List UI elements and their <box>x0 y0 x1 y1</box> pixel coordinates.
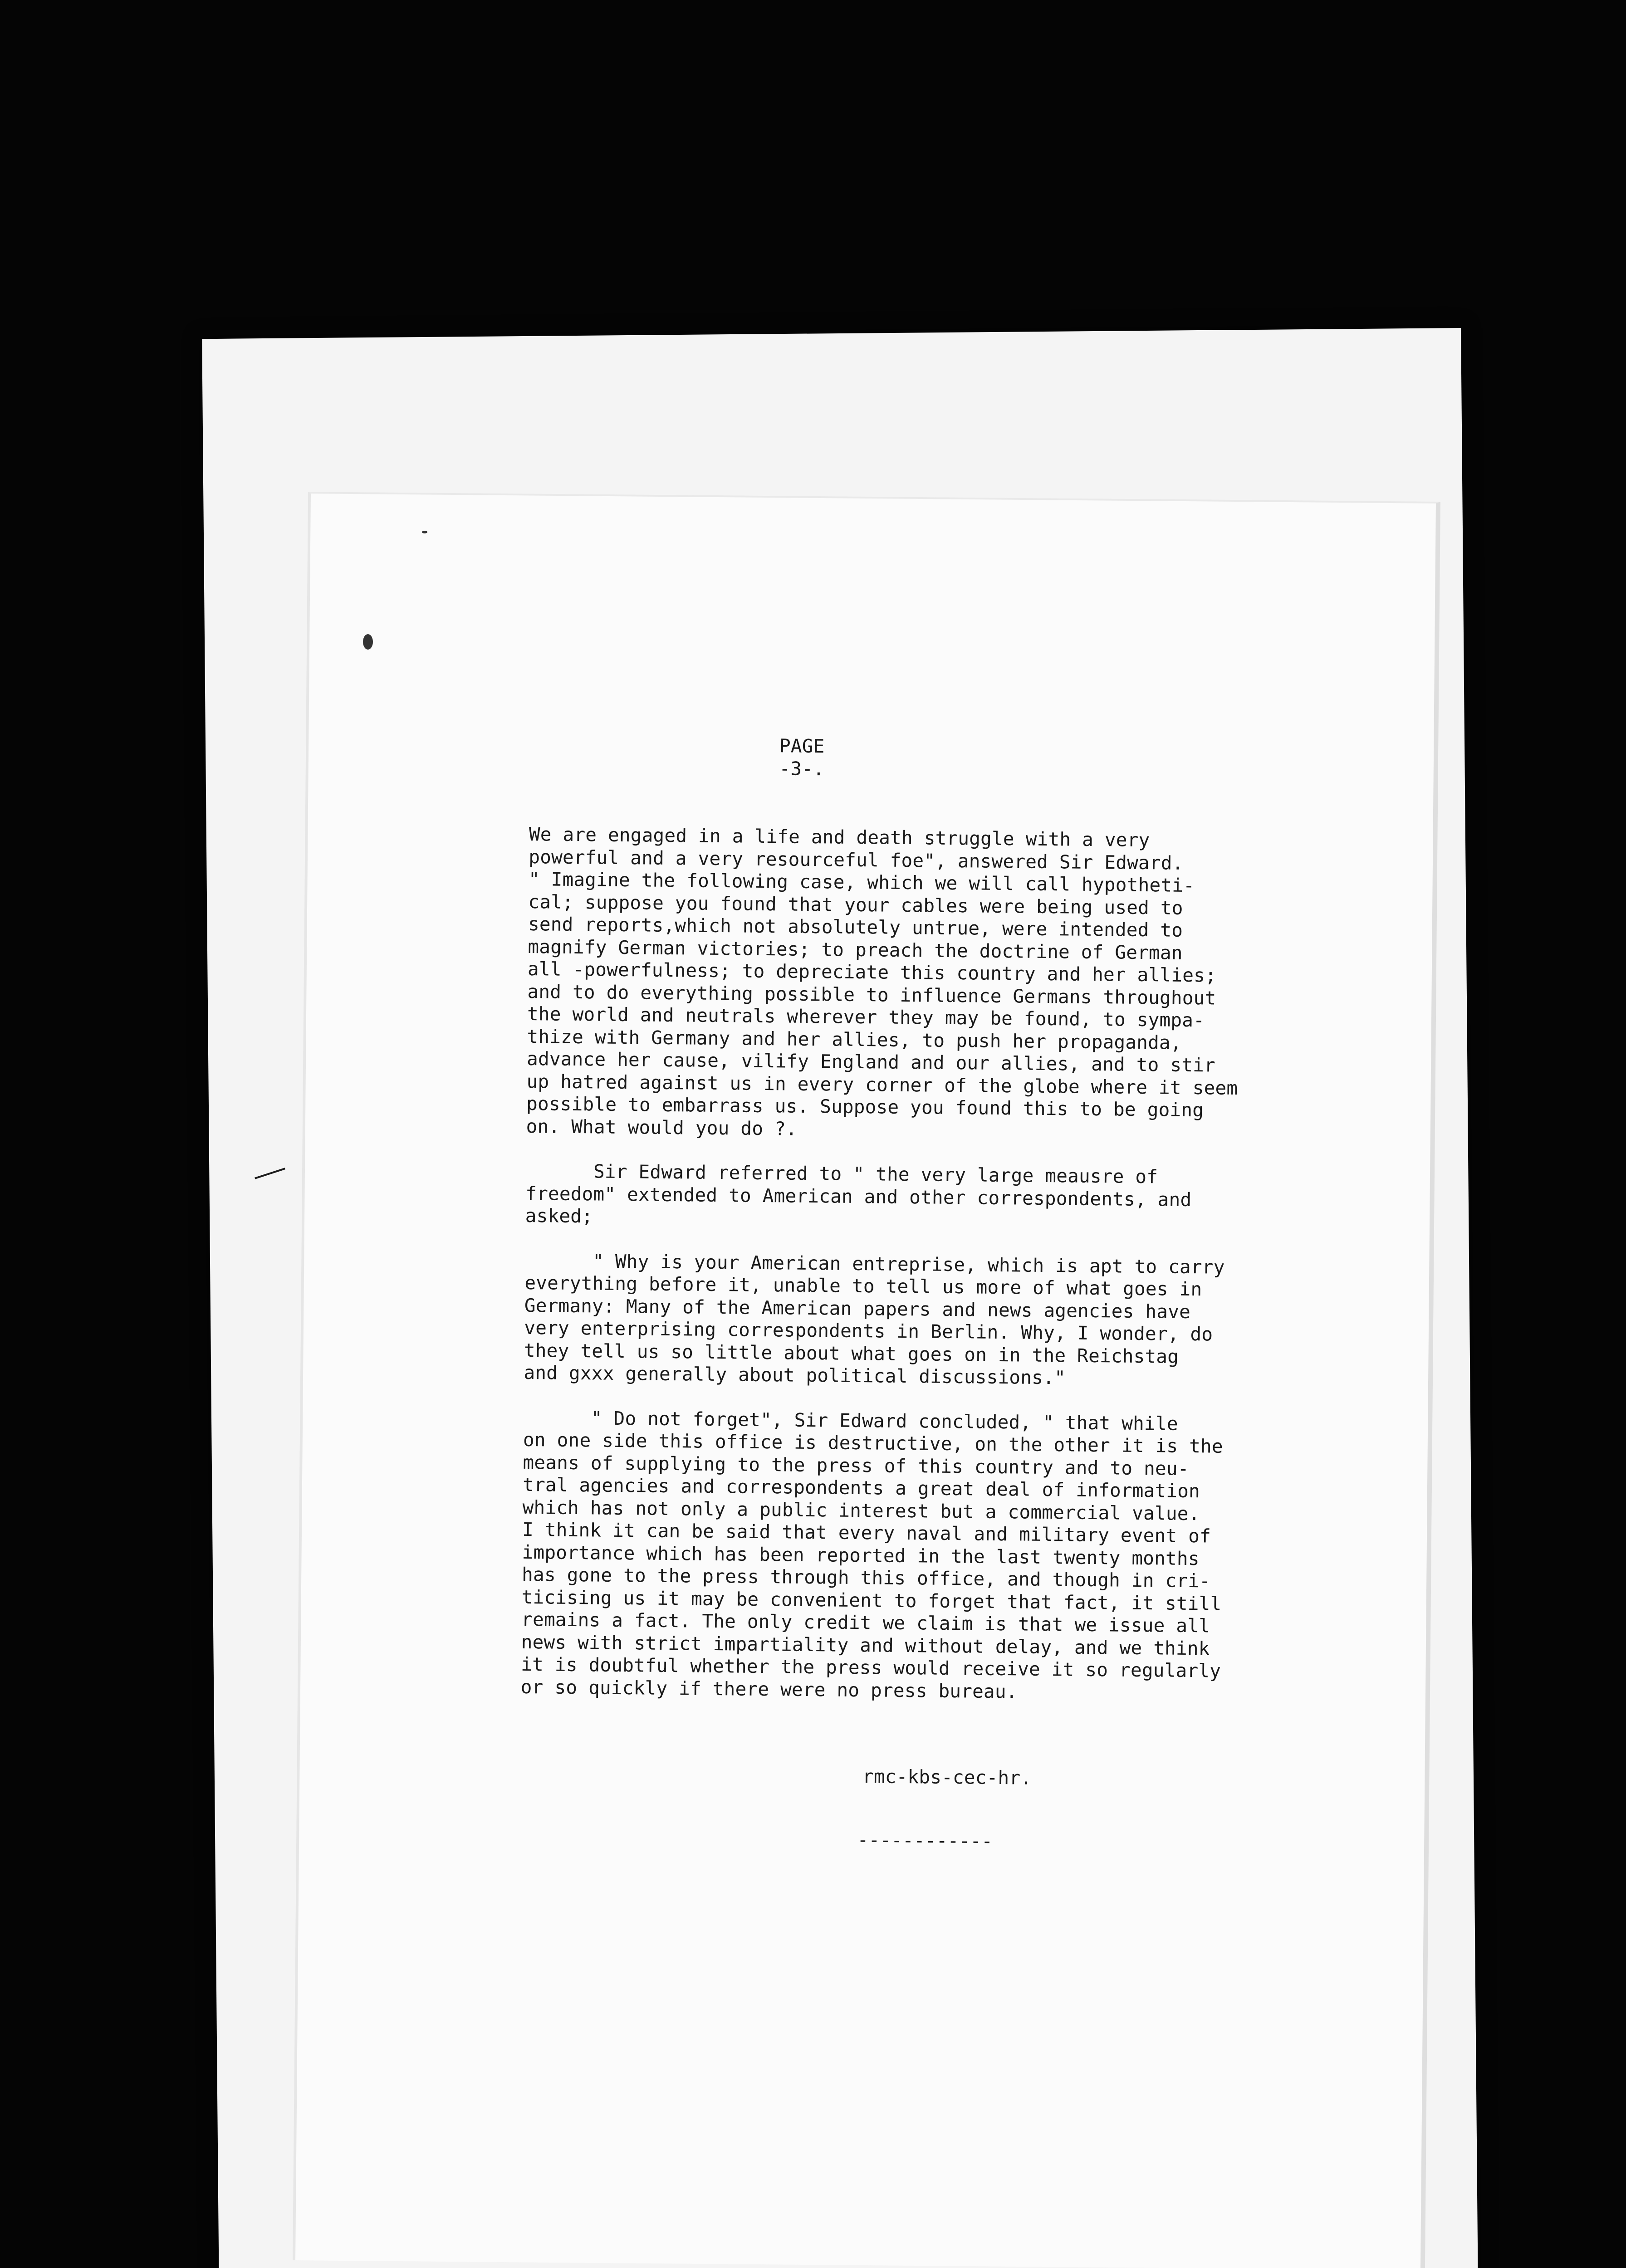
text-line: magnify German victories; to preach the doctrine of German <box>528 935 1183 964</box>
text-line: everything before it, unable to tell us more of what goes in <box>524 1271 1202 1300</box>
text-line: We are engaged in a life and death struggle with a very <box>529 823 1150 851</box>
paragraph <box>526 823 1432 1146</box>
text-line: freedom" extended to American and other correspondents, and <box>525 1182 1192 1211</box>
text-line: very enterprising correspondents in Berlin. Why, I wonder, do <box>524 1316 1213 1345</box>
text-line: thize with Germany and her allies, to push her propaganda, <box>527 1025 1182 1054</box>
text-line: cal; suppose you found that your cables were being used to <box>528 890 1183 919</box>
text-line: has gone to the press through this office, and though in cri- <box>521 1563 1211 1592</box>
text-line: they tell us so little about what goes on in the Reichstag <box>524 1339 1179 1368</box>
page-number: -3-. <box>779 757 825 780</box>
text-line: on one side this office is destructive, on the other it is the <box>523 1428 1224 1457</box>
text-line: means of supplying to the press of this country and to neu- <box>523 1451 1189 1480</box>
paper-speck <box>422 531 427 533</box>
page-heading <box>777 735 827 780</box>
text-line: possible to embarrass us. Suppose you found this to be going <box>526 1092 1204 1121</box>
text-line: or so quickly if there were no press bureau. <box>520 1676 1018 1702</box>
closing-rule: ------------ <box>857 1829 993 1852</box>
page-heading-label: PAGE <box>779 735 825 758</box>
text-line: importance which has been reported in the last twenty months <box>522 1541 1200 1569</box>
text-line: and gxxx generally about political discussions." <box>524 1361 1066 1389</box>
text-line: advance her cause, vilify England and our allies, and to stir <box>526 1047 1216 1076</box>
text-line: Germany: Many of the American papers and news agencies have <box>524 1294 1191 1323</box>
text-line: on. What would you do ?. <box>526 1115 798 1140</box>
text-line: " Why is your American entreprise, which is apt to carry <box>524 1249 1225 1278</box>
text-line: remains a fact. The only credit we claim is that we issue all <box>521 1608 1210 1637</box>
text-line: I think it can be said that every naval and military event of <box>522 1518 1211 1547</box>
text-line: powerful and a very resourceful foe", answered Sir Edward. <box>529 846 1184 874</box>
text-line: the world and neutrals wherever they may be found, to sympa- <box>527 1002 1205 1031</box>
text-line: " Imagine the following case, which we will call hypotheti- <box>528 868 1195 897</box>
typist-initials: rmc-kbs-cec-hr. <box>862 1765 1032 1789</box>
text-line: asked; <box>525 1204 593 1227</box>
text-line: up hatred against us in every corner of the globe where it seem <box>526 1070 1238 1099</box>
paragraph <box>521 1406 1426 1707</box>
text-line: and to do everything possible to influence Germans throughout <box>527 980 1216 1009</box>
paragraph <box>525 1160 1429 1236</box>
paper-speck <box>363 634 373 650</box>
letter-body <box>520 823 1432 1729</box>
text-line: ticising us it may be convenient to forget that fact, it still <box>521 1586 1222 1615</box>
text-line: which has not only a public interest but a commercial value. <box>522 1496 1200 1525</box>
text-line: it is doubtful whether the press would receive it so regularly <box>521 1653 1221 1682</box>
text-line: all -powerfulness; to depreciate this country and her allies; <box>527 958 1217 987</box>
text-line: news with strict impartiality and without delay, and we think <box>521 1631 1210 1659</box>
text-line: tral agencies and correspondents a great deal of information <box>522 1473 1200 1502</box>
text-line: " Do not forget", Sir Edward concluded, " that while <box>523 1406 1178 1435</box>
text-line: Sir Edward referred to " the very large meausre of <box>525 1159 1158 1188</box>
text-line: send reports,which not absolutely untrue, were intended to <box>528 913 1183 941</box>
paragraph <box>524 1249 1428 1393</box>
